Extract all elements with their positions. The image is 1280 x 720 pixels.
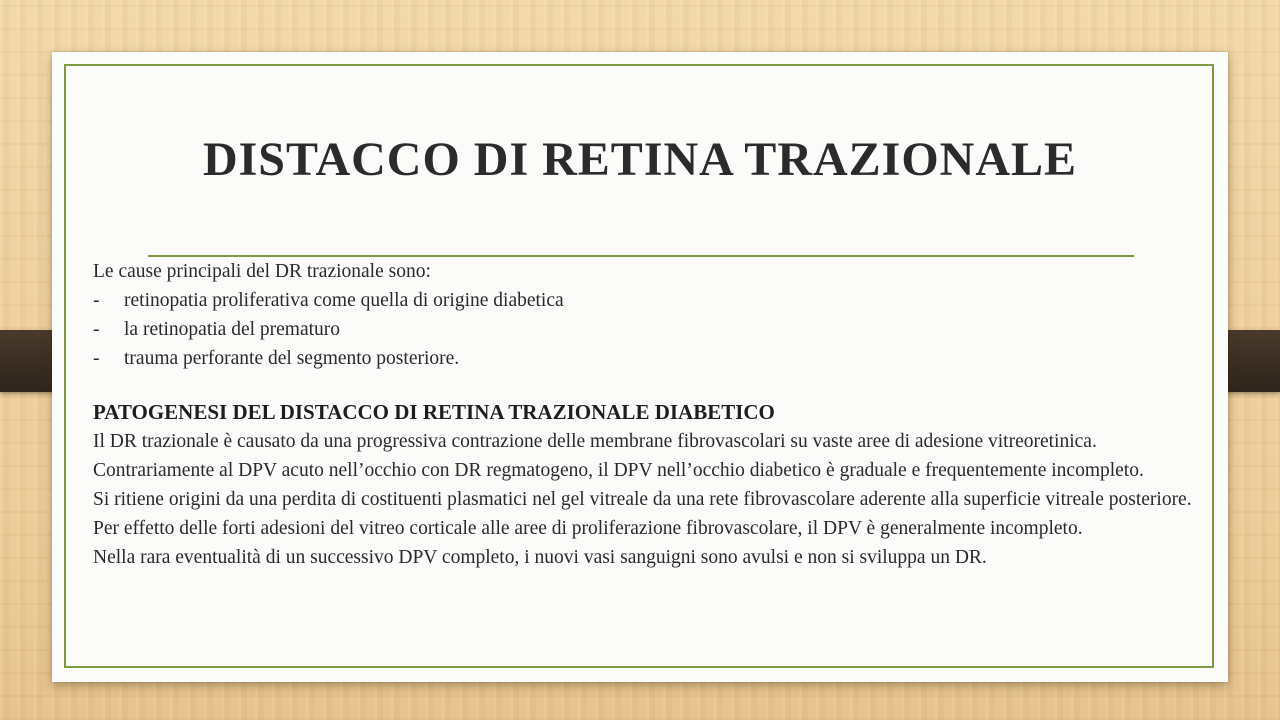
section-heading: PATOGENESI DEL DISTACCO DI RETINA TRAZIONALE DIABETICO <box>93 400 775 424</box>
bullet-dash: - <box>93 290 100 311</box>
list-item <box>93 286 1193 315</box>
cause-text: trauma perforante del segmento posteriore. <box>124 348 460 369</box>
causes-list <box>93 286 1193 373</box>
slide-title: DISTACCO DI RETINA TRAZIONALE <box>202 133 1078 186</box>
paragraph: Nella rara eventualità di un successivo DPV completo, i nuovi vasi sanguigni sono avulsi e non si sviluppa un DR. <box>93 547 987 568</box>
section-spacer <box>93 373 1193 398</box>
causes-intro: Le cause principali del DR trazionale sono: <box>93 261 431 282</box>
background-strap-left <box>0 330 58 392</box>
list-item <box>93 315 1193 344</box>
bullet-dash: - <box>93 319 100 340</box>
cause-text: retinopatia proliferativa come quella di origine diabetica <box>124 290 564 311</box>
paragraph: Si ritiene origini da una perdita di costituenti plasmatici nel gel vitreale da una rete fibrovascolare aderente alla superficie vitreale posteriore. Per effetto delle forti adesioni del vitreo corticale alle aree di proliferazione fibrovascolare, il DPV è generalmente incompleto. <box>93 489 1192 539</box>
slide-card <box>52 52 1228 682</box>
slide-body <box>93 257 1193 572</box>
bullet-dash: - <box>93 348 100 369</box>
list-item <box>93 344 1193 373</box>
cause-text: la retinopatia del prematuro <box>124 319 341 340</box>
paragraph: Il DR trazionale è causato da una progressiva contrazione delle membrane fibrovascolari su vaste aree di adesione vitreoretinica. <box>93 431 1097 452</box>
paragraph: Contrariamente al DPV acuto nell’occhio con DR regmatogeno, il DPV nell’occhio diabetico è graduale e frequentemente incompleto. <box>93 460 1144 481</box>
